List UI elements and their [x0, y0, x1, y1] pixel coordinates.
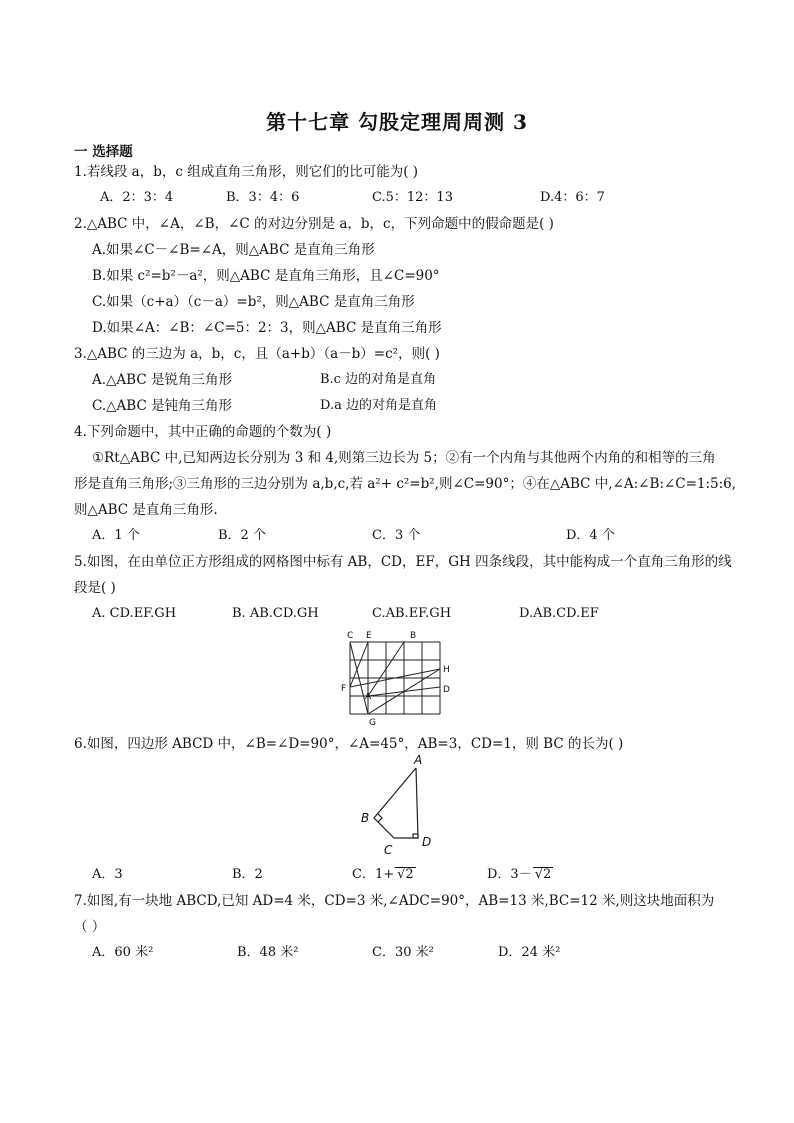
q6-label-d: D — [422, 835, 432, 849]
page-title: 第十七章 勾股定理周周测 3 — [266, 110, 528, 134]
q4-body-line-1: ①Rt△ABC 中,已知两边长分别为 3 和 4,则第三边长为 5；②有一个内角与其他两个内角的和相等的三角 — [92, 450, 716, 466]
q7-stem-line-1: 7.如图,有一块地 ABCD,已知 AD=4 米，CD=3 米,∠ADC=90°，AB=13 米,BC=12 米,则这块地面积为 — [74, 893, 715, 909]
q7-option-c: C．30 米² — [372, 945, 434, 960]
q5-label-d: D — [443, 685, 450, 695]
q5-stem-line-1: 5.如图，在由单位正方形组成的网格图中标有 AB，CD，EF，GH 四条线段，其中能构成一个直角三角形的线 — [74, 554, 732, 570]
q6-quadrilateral-figure — [356, 754, 440, 856]
q6-option-d-radical: √2 — [534, 867, 552, 882]
q3-stem: 3.△ABC 的三边为 a，b，c，且（a+b）（a－b）=c²，则( ) — [74, 346, 440, 362]
q7-option-b: B．48 米² — [237, 945, 299, 960]
q1-option-b: B．3：4：6 — [226, 190, 300, 205]
q4-option-d: D．4 个 — [566, 528, 615, 543]
q1-stem: 1.若线段 a，b，c 组成直角三角形，则它们的比可能为( ) — [74, 164, 419, 180]
q2-option-c: C.如果（c+a）（c－a）=b²，则△ABC 是直角三角形 — [92, 294, 415, 310]
q3-option-d: D.a 边的对角是直角 — [320, 398, 437, 413]
q7-option-a: A．60 米² — [92, 945, 154, 960]
q3-option-c: C.△ABC 是钝角三角形 — [92, 398, 233, 414]
q5-option-b: B. AB.CD.GH — [232, 606, 319, 621]
q6-label-a: A — [414, 754, 423, 767]
q7-option-d: D．24 米² — [498, 945, 561, 960]
q7-stem-line-2: （ ） — [74, 919, 106, 935]
q5-label-e: E — [366, 631, 372, 641]
q4-body-line-3: 则△ABC 是直角三角形. — [74, 502, 218, 518]
q4-option-b: B．2 个 — [218, 528, 266, 543]
q3-option-b: B.c 边的对角是直角 — [320, 372, 437, 387]
q5-label-a: A — [365, 692, 372, 702]
q6-stem: 6.如图，四边形 ABCD 中，∠B=∠D=90°，∠A=45°，AB=3，CD=1，则 BC 的长为( ) — [74, 736, 624, 752]
q6-option-d-text: D．3－ — [487, 867, 532, 882]
q5-label-c: C — [347, 631, 354, 641]
q5-label-g: G — [369, 718, 376, 728]
q1-option-a: A．2：3：4 — [100, 190, 174, 205]
q2-option-d: D.如果∠A：∠B：∠C=5：2：3，则△ABC 是直角三角形 — [92, 320, 442, 336]
q6-option-c — [352, 866, 416, 884]
q4-option-c: C．3 个 — [372, 528, 421, 543]
q4-stem: 4.下列命题中，其中正确的命题的个数为( ) — [74, 424, 332, 440]
q5-grid-figure — [340, 628, 460, 728]
q6-option-a: A．3 — [92, 867, 123, 882]
q4-option-a: A．1 个 — [92, 528, 140, 543]
q6-option-b: B．2 — [232, 867, 263, 882]
q2-option-b: B.如果 c²=b²－a²，则△ABC 是直角三角形，且∠C=90° — [92, 268, 440, 284]
q5-label-b: B — [410, 631, 417, 641]
q4-body-line-2: 形是直角三角形;③三角形的三边分别为 a,b,c,若 a²+ c²=b²,则∠C=90°；④在△ABC 中,∠A:∠B:∠C=1:5:6, — [74, 476, 737, 492]
section-heading: 一 选择题 — [74, 144, 133, 160]
q5-option-d: D.AB.CD.EF — [519, 606, 599, 621]
q2-stem: 2.△ABC 中，∠A，∠B，∠C 的对边分别是 a，b，c，下列命题中的假命题是( ) — [74, 216, 554, 232]
q1-option-d: D.4：6：7 — [540, 190, 605, 205]
q5-label-f: F — [341, 684, 347, 694]
q5-option-c: C.AB.EF.GH — [372, 606, 452, 621]
q5-option-a: A. CD.EF.GH — [92, 606, 177, 621]
q6-label-c: C — [384, 843, 393, 856]
q6-option-c-radical: √2 — [397, 867, 414, 882]
q3-option-a: A.△ABC 是锐角三角形 — [92, 372, 232, 388]
q5-label-h: H — [443, 665, 450, 675]
q6-option-d — [487, 866, 553, 884]
q2-option-a: A.如果∠C－∠B=∠A，则△ABC 是直角三角形 — [92, 242, 375, 258]
q6-option-c-text: C．1+ — [352, 867, 395, 882]
q1-option-c: C.5：12：13 — [372, 190, 453, 205]
q6-option-d-radicand: 2 — [543, 867, 552, 882]
q6-label-b: B — [361, 811, 370, 825]
q6-option-c-radicand: 2 — [405, 867, 414, 882]
q5-stem-line-2: 段是( ) — [74, 580, 116, 596]
